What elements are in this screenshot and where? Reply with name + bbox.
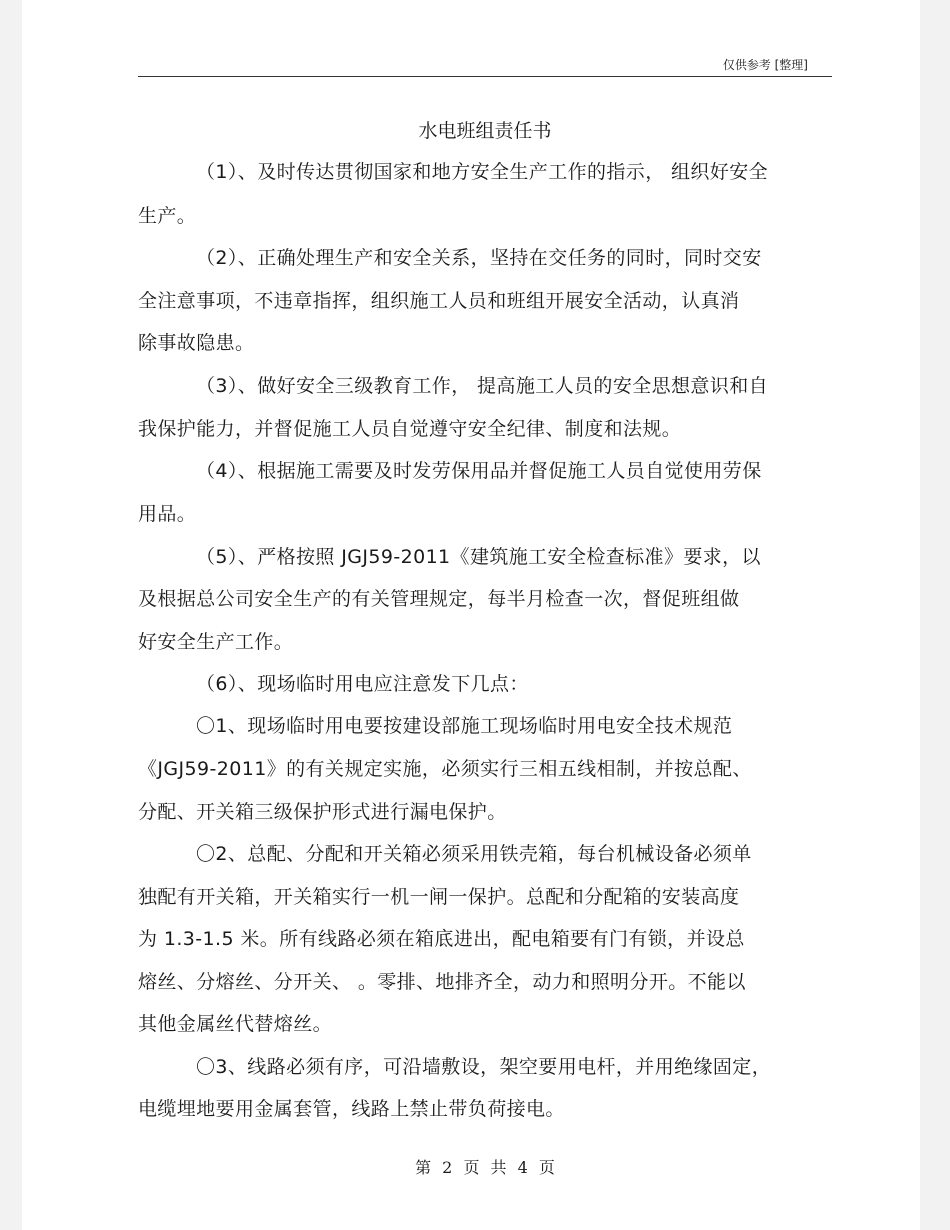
paragraph-line: （6）、现场临时用电应注意发下几点： — [196, 673, 529, 695]
paragraph-line: 独配有开关箱，开关箱实行一机一闸一保护。总配和分配箱的安装高度 — [138, 886, 740, 908]
header-note: 仅供参考 [整理] — [722, 58, 808, 72]
paragraph-line: （1）、及时传达贯彻国家和地方安全生产工作的指示， 组织好安全 — [196, 161, 769, 183]
paragraph-line: 熔丝、分熔丝、分开关、 。零排、地排齐全，动力和照明分开。不能以 — [138, 971, 746, 993]
paragraph-line: 其他金属丝代替熔丝。 — [138, 1013, 333, 1035]
paragraph-line: 〇2、总配、分配和开关箱必须采用铁壳箱，每台机械设备必须单 — [196, 843, 752, 865]
paragraph-line: （2）、正确处理生产和安全关系，坚持在交任务的同时，同时交安 — [196, 247, 762, 269]
paragraph-line: （4）、根据施工需要及时发劳保用品并督促施工人员自觉使用劳保 — [196, 460, 762, 482]
paragraph-line: 好安全生产工作。 — [138, 631, 294, 653]
paragraph-line: 电缆埋地要用金属套管，线路上禁止带负荷接电。 — [138, 1098, 565, 1120]
paragraph-line: 用品。 — [138, 503, 197, 525]
paragraph-line: （3）、做好安全三级教育工作， 提高施工人员的安全思想意识和自 — [196, 375, 769, 397]
document-page — [22, 0, 920, 1230]
paragraph-line: （5）、严格按照 JGJ59-2011《建筑施工安全检查标准》要求，以 — [196, 546, 761, 568]
paragraph-line: 〇1、现场临时用电要按建设部施工现场临时用电安全技术规范 — [196, 715, 733, 737]
paragraph-line: 及根据总公司安全生产的有关管理规定，每半月检查一次，督促班组做 — [138, 588, 740, 610]
paragraph-line: 全注意事项，不违章指挥，组织施工人员和班组开展安全活动，认真消 — [138, 290, 740, 312]
paragraph-line: 为 1.3-1.5 米。所有线路必须在箱底进出，配电箱要有门有锁，并设总 — [138, 928, 745, 950]
header-divider — [138, 76, 832, 77]
paragraph-line: 《JGJ59-2011》的有关规定实施，必须实行三相五线相制，并按总配、 — [138, 758, 752, 780]
paragraph-line: 〇3、线路必须有序，可沿墙敷设，架空要用电杆，并用绝缘固定， — [196, 1056, 772, 1078]
paragraph-line: 我保护能力，并督促施工人员自觉遵守安全纪律、制度和法规。 — [138, 418, 682, 440]
paragraph-line: 除事故隐患。 — [138, 332, 255, 354]
paragraph-line: 生产。 — [138, 205, 197, 227]
page-number-footer: 第 2 页 共 4 页 — [415, 1158, 555, 1177]
document-title: 水电班组责任书 — [418, 120, 552, 142]
paragraph-line: 分配、开关箱三级保护形式进行漏电保护。 — [138, 801, 507, 823]
